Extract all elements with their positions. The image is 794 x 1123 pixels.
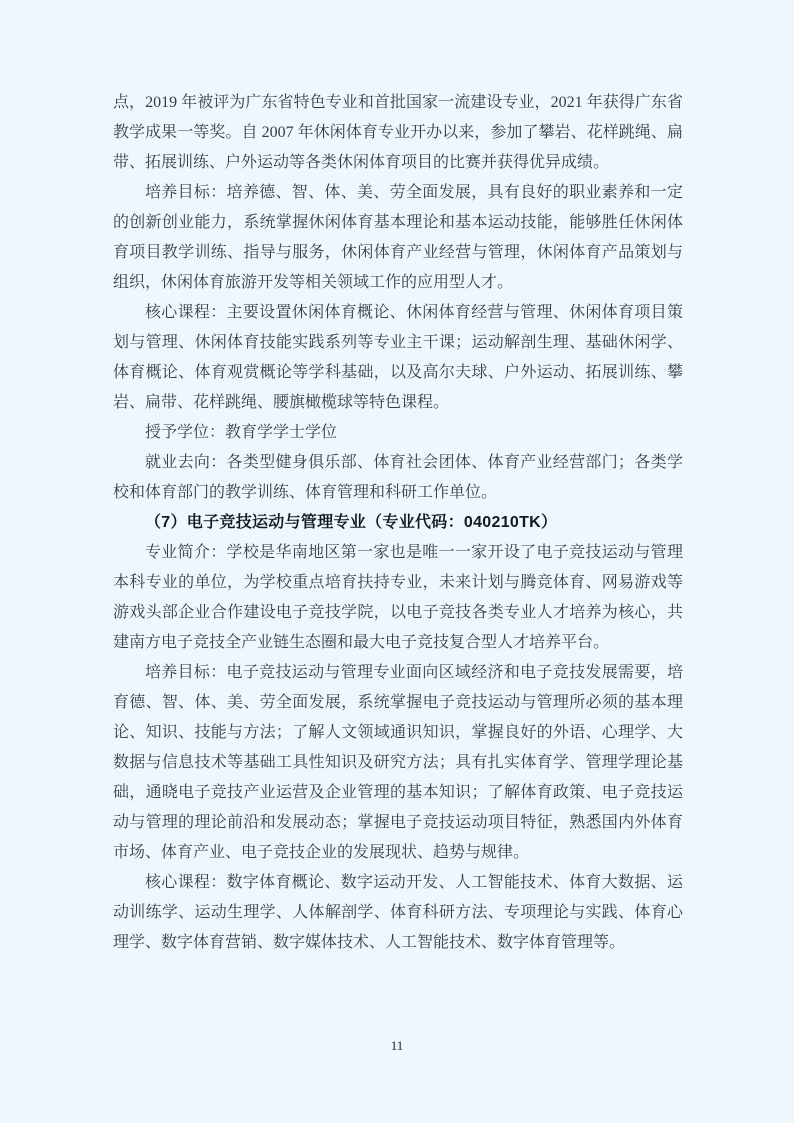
paragraph-major-introduction-esports: 专业简介：学校是华南地区第一家也是唯一一家开设了电子竞技运动与管理本科专业的单位，为学校重点培育扶持专业，未来计划与腾竞体育、网易游戏等游戏头部企业合作建设电子竞技学院，以电子竞技各类专业人才培养为核心，共建南方电子竞技全产业链生态圈和最大电子竞技复合型人才培养平台。 bbox=[113, 544, 683, 651]
page-text-block bbox=[113, 88, 683, 958]
page-number: 11 bbox=[390, 1038, 404, 1053]
paragraph-training-objectives-esports: 培养目标：电子竞技运动与管理专业面向区域经济和电子竞技发展需要，培育德、智、体、美、劳全面发展，系统掌握电子竞技运动与管理所必须的基本理论、知识、技能与方法；了解人文领域通识知识，掌握良好的外语、心理学、大数据与信息技术等基础工具性知识及研究方法；具有扎实体育学、管理学理论基础，通晓电子竞技产业运营及企业管理的基本知识；了解体育政策、电子竞技运动与管理的理论前沿和发展动态；掌握电子竞技运动项目特征，熟悉国内外体育市场、体育产业、电子竞技企业的发展现状、趋势与规律。 bbox=[113, 664, 683, 861]
paragraph-continuation: 点，2019 年被评为广东省特色专业和首批国家一流建设专业，2021 年获得广东省教学成果一等奖。自 2007 年休闲体育专业开办以来，参加了攀岩、花样跳绳、扁带、拓展训练、户外运动等各类休闲体育项目的比赛并获得优异成绩。 bbox=[113, 94, 683, 171]
section-heading-esports-major: （7）电子竞技运动与管理专业（专业代码：040210TK） bbox=[145, 514, 558, 531]
paragraph-training-objectives-leisure: 培养目标：培养德、智、体、美、劳全面发展，具有良好的职业素养和一定的创新创业能力，系统掌握休闲体育基本理论和基本运动技能，能够胜任休闲体育项目教学训练、指导与服务，休闲体育产业经营与管理，休闲体育产品策划与组织，休闲体育旅游开发等相关领域工作的应用型人才。 bbox=[113, 184, 683, 291]
paragraph-degree-awarded: 授予学位：教育学学士学位 bbox=[145, 424, 338, 441]
paragraph-core-courses-esports: 核心课程：数字体育概论、数字运动开发、人工智能技术、体育大数据、运动训练学、运动生理学、人体解剖学、体育科研方法、专项理论与实践、体育心理学、数字体育营销、数字媒体技术、人工智能技术、数字体育管理等。 bbox=[113, 874, 683, 951]
paragraph-core-courses-leisure: 核心课程：主要设置休闲体育概论、休闲体育经营与管理、休闲体育项目策划与管理、休闲体育技能实践系列等专业主干课；运动解剖生理、基础休闲学、体育概论、体育观赏概论等学科基础，以及高尔夫球、户外运动、拓展训练、攀岩、扁带、花样跳绳、腰旗橄榄球等特色课程。 bbox=[113, 304, 683, 411]
paragraph-employment-direction: 就业去向：各类型健身俱乐部、体育社会团体、体育产业经营部门；各类学校和体育部门的教学训练、体育管理和科研工作单位。 bbox=[113, 454, 683, 501]
